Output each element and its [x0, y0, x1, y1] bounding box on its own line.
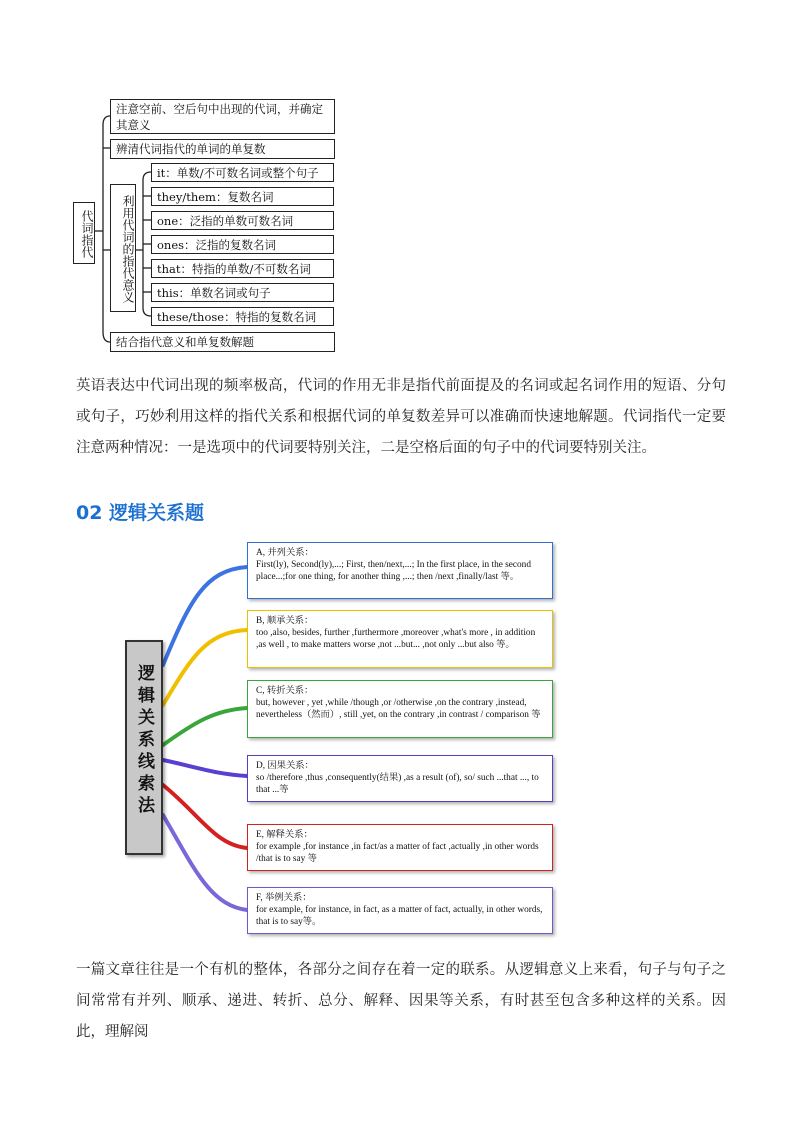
pronoun-sub-item-they: they/them：复数名词 — [151, 187, 334, 206]
pronoun-sub-item-one: one：泛指的单数可数名词 — [151, 211, 334, 230]
logic-box-parallel — [247, 542, 553, 599]
logic-center-node — [125, 640, 163, 855]
logic-box-contrast — [247, 680, 553, 738]
logic-box-head: F, 举例关系： — [256, 893, 312, 903]
pronoun-branch-3-label: 利用代词的指代意义 — [110, 184, 136, 312]
pronoun-root-label: 代词指代 — [73, 202, 95, 264]
logic-box-body: too ,also, besides, further ,furthermore ,moreover ,what's more , in addition ,as well , to make matters worse ,not ...but... ,not only ...but also 等。 — [256, 628, 536, 650]
logic-center-label: 逻辑关系线索法 — [134, 664, 154, 818]
logic-box-head: E, 解释关系： — [256, 830, 313, 840]
pronoun-sub-item-it: it：单数/不可数名词或整个句子 — [151, 163, 334, 182]
logic-box-body: for example ,for instance ,in fact/as a matter of fact ,actually ,in other words /that is to say 等 — [256, 842, 539, 864]
logic-box-head: B, 顺承关系： — [256, 616, 314, 626]
logic-box-head: D, 因果关系： — [256, 761, 314, 771]
logic-box-body: for example, for instance, in fact, as a matter of fact, actually, in other words, that is to say等。 — [256, 905, 543, 927]
logic-box-body: First(ly), Second(ly),...; First, then/next,...; In the first place, in the second place...;for one thing, for another thing ,...; then /next ,finally/last 等。 — [256, 560, 531, 582]
paragraph-logic-explanation: 一篇文章往往是一个有机的整体，各部分之间存在着一定的联系。从逻辑意义上来看，句子与句子之间常常有并列、顺承、递进、转折、总分、解释、因果等关系，有时甚至包含多种这样的关系。因此，理解阅 — [76, 962, 726, 1040]
logic-box-cause-effect — [247, 755, 553, 802]
pronoun-sub-item-these: these/those：特指的复数名词 — [151, 307, 334, 326]
pronoun-sub-item-that: that：特指的单数/不可数名词 — [151, 259, 334, 278]
logic-box-head: A, 并列关系： — [256, 548, 314, 558]
logic-box-body: but, however , yet ,while /though ,or /otherwise ,on the contrary ,instead, nevertheless（然而）, still ,yet, on the contrary ,in contrast / comparison 等 — [256, 698, 541, 720]
logic-box-explanation — [247, 824, 553, 871]
logic-box-sequence — [247, 610, 553, 668]
paragraph-pronoun-explanation: 英语表达中代词出现的频率极高，代词的作用无非是指代前面提及的名词或起名词作用的短语、分句或句子，巧妙利用这样的指代关系和根据代词的单复数差异可以准确而快速地解题。代词指代一定要注意两种情况：一是选项中的代词要特别关注，二是空格后面的句子中的代词要特别关注。 — [76, 378, 726, 456]
pronoun-branch-4: 结合指代意义和单复数解题 — [110, 332, 335, 352]
pronoun-branch-1: 注意空前、空后句中出现的代词，并确定其意义 — [110, 99, 335, 134]
pronoun-sub-item-ones: ones：泛指的复数名词 — [151, 235, 334, 254]
logic-box-head: C, 转折关系： — [256, 686, 314, 696]
pronoun-branch-2: 辨清代词指代的单词的单复数 — [110, 139, 335, 159]
logic-box-example — [247, 887, 553, 934]
pronoun-sub-item-this: this：单数名词或句子 — [151, 283, 334, 302]
logic-box-body: so /therefore ,thus ,consequently(结果) ,as a result (of), so/ such ...that ..., to that ...等 — [256, 773, 539, 795]
section-title: 02 逻辑关系题 — [76, 502, 205, 524]
